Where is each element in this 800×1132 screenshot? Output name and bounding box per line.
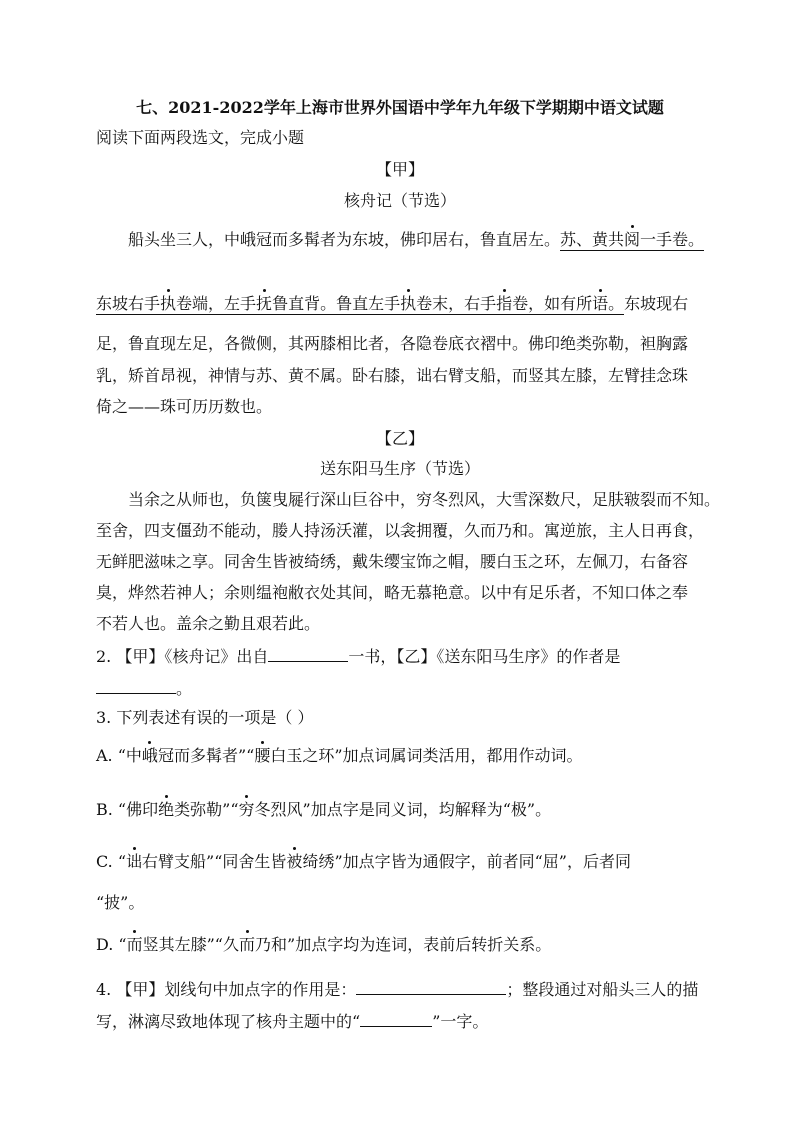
q2-text: 2. 【甲】《核舟记》出自 xyxy=(96,647,269,666)
option-text: 冬烈风”加点字是同义词，均解释为“极”。 xyxy=(254,800,552,819)
instruction: 阅读下面两段选文，完成小题 xyxy=(96,128,305,147)
passage-yi-line-3: 无鲜肥滋味之享。同舍生皆被绮绣，戴朱缨宝饰之帽，腰白玉之环，左佩刀，右备容 xyxy=(96,552,689,571)
dotted-char: 语 xyxy=(592,294,609,313)
q4-text: ；整段通过对船头三人的描 xyxy=(506,980,699,999)
passage-jia-line-5: 倚之——珠可历历数也。 xyxy=(96,397,273,416)
dotted-char: 执 xyxy=(400,294,417,313)
dotted-char: 被 xyxy=(286,852,303,871)
passage-yi-line-1: 当余之从师也，负箧曳屣行深山巨谷中，穷冬烈风，大雪深数尺，足肤皲裂而不知。 xyxy=(128,490,721,509)
question-4-cont xyxy=(96,1010,488,1032)
answer-blank[interactable] xyxy=(96,677,176,694)
option-c xyxy=(96,852,631,872)
jia-underlined-text: 一手卷。 xyxy=(640,230,705,249)
dotted-char: 抚 xyxy=(256,294,273,313)
option-text: C. “ xyxy=(96,852,127,871)
question-2 xyxy=(96,645,620,667)
q4-text: ”一字。 xyxy=(432,1012,489,1031)
q4-text: 4. 【甲】划线句中加点字的作用是： xyxy=(96,980,357,999)
dotted-char: 穷 xyxy=(238,800,255,819)
option-text: A. “中 xyxy=(96,746,142,765)
passage-yi-line-5: 不若人也。盖余之勤且艰若此。 xyxy=(96,614,321,633)
option-text: 白玉之环”加点词属词类活用，都用作动词。 xyxy=(270,746,583,765)
dotted-char: 阅 xyxy=(624,230,641,249)
jia-text: 东坡现右 xyxy=(624,294,689,313)
answer-blank[interactable] xyxy=(268,645,348,662)
dotted-char: 而 xyxy=(126,935,143,954)
answer-blank[interactable] xyxy=(360,1010,432,1027)
jia-underlined-text: 卷端，左手 xyxy=(176,294,257,313)
question-2-cont xyxy=(96,677,192,699)
dotted-char: 指 xyxy=(496,294,513,313)
option-text: 竖其左膝”“久 xyxy=(142,935,239,954)
jia-underlined-text: 卷末，右手 xyxy=(416,294,497,313)
option-text: 绮绣”加点字皆为通假字，前者同“屈”，后者同 xyxy=(302,852,631,871)
passage-yi-heading: 送东阳马生序（节选） xyxy=(319,459,480,478)
dotted-char: 峨 xyxy=(141,746,158,765)
question-4 xyxy=(96,978,698,1000)
passage-jia-line-2 xyxy=(96,294,688,314)
option-text: 类弥勒”“ xyxy=(174,800,239,819)
option-text: D. “ xyxy=(96,935,127,954)
exam-title: 七、2021-2022学年上海市世界外国语中学年九年级下学期期中语文试题 xyxy=(136,98,664,117)
answer-blank[interactable] xyxy=(356,978,506,995)
dotted-char: 绝 xyxy=(158,800,175,819)
option-text: 冠而多髯者”“ xyxy=(157,746,255,765)
option-c-cont: “披”。 xyxy=(96,893,145,912)
passage-yi-line-2: 至舍，四支僵劲不能动，媵人持汤沃灌，以衾拥覆，久而乃和。寓逆旅，主人日再食， xyxy=(96,521,705,540)
option-d xyxy=(96,935,551,955)
option-text: 右臂支船”“同舍生皆 xyxy=(142,852,287,871)
jia-text: 船头坐三人，中峨冠而多髯者为东坡，佛印居右，鲁直居左。 xyxy=(128,230,561,249)
dotted-char: 而 xyxy=(239,935,256,954)
option-text: 乃和”加点字均为连词，表前后转折关系。 xyxy=(255,935,552,954)
jia-underlined-text: 卷，如有所 xyxy=(512,294,593,313)
passage-jia-line-1 xyxy=(128,230,704,250)
passage-yi-line-4: 臭，烨然若神人；余则缊袍敝衣处其间，略无慕艳意。以中有足乐者，不知口体之奉 xyxy=(96,583,689,602)
q2-text: 一书，【乙】《送东阳马生序》的作者是 xyxy=(348,647,621,666)
q2-text: 。 xyxy=(176,679,193,698)
option-a xyxy=(96,746,583,766)
q4-text: 写，淋漓尽致地体现了核舟主题中的“ xyxy=(96,1012,361,1031)
jia-underlined-text: 苏、黄共 xyxy=(560,230,625,249)
passage-yi-label: 【乙】 xyxy=(375,429,424,448)
option-b xyxy=(96,800,551,820)
passage-jia-line-3: 足，鲁直现左足，各微侧，其两膝相比者，各隐卷底衣褶中。佛印绝类弥勒，袒胸露 xyxy=(96,334,689,353)
dotted-char: 诎 xyxy=(126,852,143,871)
jia-underlined-text: 东坡右手 xyxy=(96,294,161,313)
dotted-char: 执 xyxy=(160,294,177,313)
underlined-sentence xyxy=(96,294,624,315)
underlined-sentence xyxy=(560,230,704,251)
passage-jia-line-4: 乳，矫首昂视，神情与苏、黄不属。卧右膝，诎右臂支船，而竖其左膝，左臂挂念珠 xyxy=(96,366,689,385)
question-3-stem: 3. 下列表述有误的一项是（ ） xyxy=(96,708,314,727)
passage-jia-heading: 核舟记（节选） xyxy=(343,191,456,210)
jia-underlined-text: 鲁直背。鲁直左手 xyxy=(272,294,401,313)
dotted-char: 腰 xyxy=(254,746,271,765)
passage-jia-label: 【甲】 xyxy=(375,160,424,179)
option-text: B. “佛印 xyxy=(96,800,159,819)
jia-underlined-text: 。 xyxy=(608,294,625,313)
